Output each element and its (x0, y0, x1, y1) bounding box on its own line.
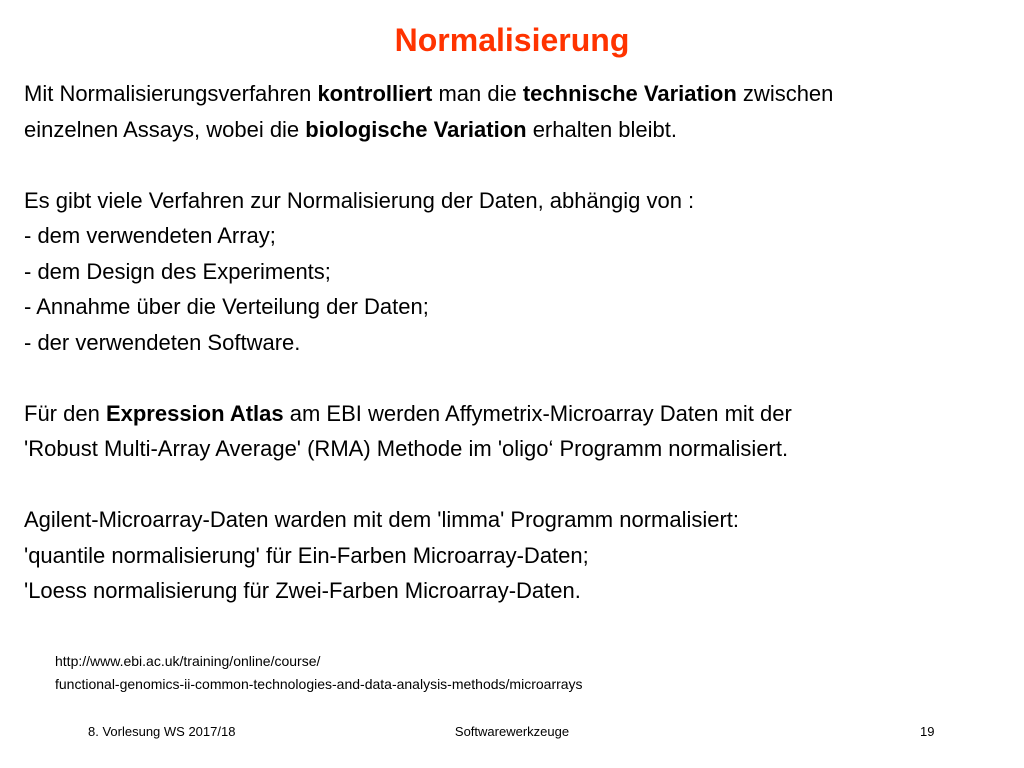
text-segment: Für den (24, 400, 106, 426)
methods-list-item: - dem verwendeten Array; (24, 223, 276, 248)
footer-page-number: 19 (920, 724, 935, 739)
methods-heading: Es gibt viele Verfahren zur Normalisierung der Daten, abhängig von : (24, 187, 695, 213)
bold-term: technische Variation (522, 81, 737, 106)
atlas-line-1 (24, 396, 1004, 432)
agilent-line-3: 'Loess normalisierung für Zwei-Farben Microarray-Daten. (24, 578, 581, 603)
text-segment: man die (432, 81, 523, 106)
intro-line-2 (24, 112, 1004, 148)
methods-list-item: - der verwendeten Software. (24, 329, 301, 355)
reference-url-line-1[interactable]: http://www.ebi.ac.uk/training/online/course/ (55, 653, 321, 669)
reference-links (55, 650, 583, 696)
text-segment: am EBI werden Affymetrix-Microarray Daten mit der (283, 400, 792, 426)
text-segment: erhalten bleibt. (526, 116, 678, 142)
footer-lecture: 8. Vorlesung WS 2017/18 (88, 724, 236, 739)
slide-title: Normalisierung (394, 22, 630, 58)
text-segment: zwischen (736, 81, 834, 106)
slide-footer (0, 724, 1024, 742)
reference-url-line-2[interactable]: functional-genomics-ii-common-technologies-and-data-analysis-methods/microarrays (55, 676, 583, 692)
bold-term: kontrolliert (317, 81, 433, 106)
atlas-line-2: 'Robust Multi-Array Average' (RMA) Methode im 'oligo‘ Programm normalisiert. (24, 436, 789, 461)
agilent-line-1: Agilent-Microarray-Daten warden mit dem 'limma' Programm normalisiert: (24, 507, 740, 532)
bold-term: Expression Atlas (105, 400, 284, 426)
slide-body (24, 76, 1004, 609)
methods-list-item: - dem Design des Experiments; (24, 258, 331, 284)
intro-line-1 (24, 76, 1004, 112)
footer-course: Softwarewerkzeuge (454, 724, 570, 739)
methods-list-item: - Annahme über die Verteilung der Daten; (24, 294, 429, 319)
text-segment: einzelnen Assays, wobei die (24, 116, 306, 142)
agilent-line-2: 'quantile normalisierung' für Ein-Farben Microarray-Daten; (24, 542, 589, 568)
text-segment: Mit Normalisierungsverfahren (24, 81, 318, 106)
bold-term: biologische Variation (305, 116, 527, 142)
